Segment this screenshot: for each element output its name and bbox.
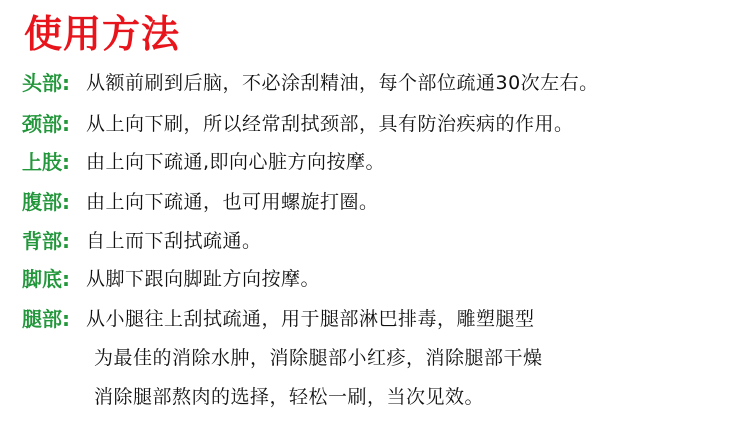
usage-item-neck bbox=[22, 107, 574, 141]
usage-label: 颈部: bbox=[22, 112, 70, 136]
usage-text: 自上而下刮拭疏通。 bbox=[86, 230, 262, 252]
usage-item-foot bbox=[22, 262, 320, 296]
usage-leg-continuation-1: 为最佳的消除水肿，消除腿部小红疹，消除腿部干燥 bbox=[94, 347, 543, 369]
usage-label: 脚底: bbox=[22, 267, 70, 291]
usage-item-leg bbox=[22, 302, 535, 336]
usage-text: 从上向下刷，所以经常刮拭颈部，具有防治疾病的作用。 bbox=[86, 113, 574, 135]
usage-item-back bbox=[22, 224, 262, 258]
usage-label: 腿部: bbox=[22, 307, 70, 331]
page-title: 使用方法 bbox=[24, 12, 181, 56]
usage-text: 由上向下疏通,即向心脏方向按摩。 bbox=[86, 151, 386, 173]
usage-text: 从额前刷到后脑，不必涂刮精油，每个部位疏通30次左右。 bbox=[86, 72, 599, 94]
usage-item-upper-limb bbox=[22, 145, 385, 179]
usage-item-abdomen bbox=[22, 185, 379, 219]
usage-text: 由上向下疏通，也可用螺旋打圈。 bbox=[86, 191, 379, 213]
usage-text: 从小腿往上刮拭疏通，用于腿部淋巴排毒，雕塑腿型 bbox=[86, 308, 535, 330]
usage-label: 头部: bbox=[22, 71, 70, 95]
usage-item-head bbox=[22, 66, 599, 100]
usage-leg-continuation-2: 消除腿部熬肉的选择，轻松一刷，当次见效。 bbox=[94, 386, 485, 408]
usage-text: 从脚下跟向脚趾方向按摩。 bbox=[86, 268, 321, 290]
usage-label: 腹部: bbox=[22, 190, 70, 214]
usage-label: 上肢: bbox=[22, 150, 70, 174]
usage-label: 背部: bbox=[22, 229, 70, 253]
